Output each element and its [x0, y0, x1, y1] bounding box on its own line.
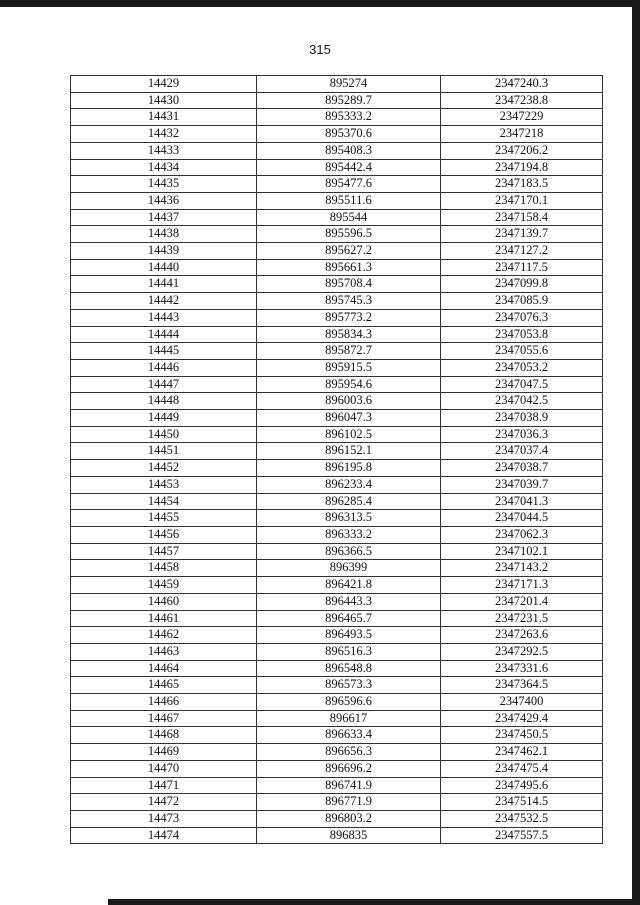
- x-coordinate-cell: 896366.5: [257, 543, 441, 560]
- point-id-cell: 14472: [71, 794, 257, 811]
- table-row: [71, 627, 603, 644]
- table-row: [71, 660, 603, 677]
- y-coordinate-cell: 2347139.7: [441, 226, 603, 243]
- y-coordinate-cell: 2347041.3: [441, 493, 603, 510]
- table-row: [71, 393, 603, 410]
- y-coordinate-cell: 2347044.5: [441, 510, 603, 527]
- coordinates-table: [70, 75, 603, 844]
- y-coordinate-cell: 2347514.5: [441, 794, 603, 811]
- point-id-cell: 14469: [71, 744, 257, 761]
- point-id-cell: 14436: [71, 192, 257, 209]
- table-row: [71, 192, 603, 209]
- table-row: [71, 777, 603, 794]
- y-coordinate-cell: 2347364.5: [441, 677, 603, 694]
- point-id-cell: 14451: [71, 443, 257, 460]
- table-row: [71, 643, 603, 660]
- point-id-cell: 14429: [71, 76, 257, 93]
- y-coordinate-cell: 2347085.9: [441, 293, 603, 310]
- y-coordinate-cell: 2347194.8: [441, 159, 603, 176]
- table-row: [71, 476, 603, 493]
- y-coordinate-cell: 2347450.5: [441, 727, 603, 744]
- x-coordinate-cell: 896617: [257, 710, 441, 727]
- x-coordinate-cell: 896313.5: [257, 510, 441, 527]
- y-coordinate-cell: 2347229: [441, 109, 603, 126]
- table-row: [71, 677, 603, 694]
- table-row: [71, 209, 603, 226]
- table-row: [71, 610, 603, 627]
- y-coordinate-cell: 2347036.3: [441, 426, 603, 443]
- point-id-cell: 14460: [71, 593, 257, 610]
- x-coordinate-cell: 895661.3: [257, 259, 441, 276]
- table-row: [71, 142, 603, 159]
- point-id-cell: 14445: [71, 343, 257, 360]
- y-coordinate-cell: 2347158.4: [441, 209, 603, 226]
- point-id-cell: 14453: [71, 476, 257, 493]
- point-id-cell: 14474: [71, 827, 257, 844]
- y-coordinate-cell: 2347099.8: [441, 276, 603, 293]
- table-row: [71, 293, 603, 310]
- point-id-cell: 14452: [71, 460, 257, 477]
- point-id-cell: 14468: [71, 727, 257, 744]
- y-coordinate-cell: 2347201.4: [441, 593, 603, 610]
- point-id-cell: 14435: [71, 176, 257, 193]
- table-row: [71, 259, 603, 276]
- table-row: [71, 543, 603, 560]
- x-coordinate-cell: 895477.6: [257, 176, 441, 193]
- table-row: [71, 710, 603, 727]
- x-coordinate-cell: 895872.7: [257, 343, 441, 360]
- table-row: [71, 343, 603, 360]
- x-coordinate-cell: 896047.3: [257, 410, 441, 427]
- coordinates-table-body: [71, 76, 603, 844]
- table-row: [71, 159, 603, 176]
- y-coordinate-cell: 2347218: [441, 126, 603, 143]
- point-id-cell: 14456: [71, 526, 257, 543]
- table-row: [71, 510, 603, 527]
- x-coordinate-cell: 895442.4: [257, 159, 441, 176]
- point-id-cell: 14464: [71, 660, 257, 677]
- point-id-cell: 14470: [71, 760, 257, 777]
- x-coordinate-cell: 895274: [257, 76, 441, 93]
- x-coordinate-cell: 896696.2: [257, 760, 441, 777]
- x-coordinate-cell: 895333.2: [257, 109, 441, 126]
- table-row: [71, 410, 603, 427]
- y-coordinate-cell: 2347042.5: [441, 393, 603, 410]
- table-row: [71, 126, 603, 143]
- point-id-cell: 14440: [71, 259, 257, 276]
- x-coordinate-cell: 896633.4: [257, 727, 441, 744]
- y-coordinate-cell: 2347062.3: [441, 526, 603, 543]
- table-row: [71, 226, 603, 243]
- table-row: [71, 176, 603, 193]
- y-coordinate-cell: 2347429.4: [441, 710, 603, 727]
- x-coordinate-cell: 896548.8: [257, 660, 441, 677]
- table-row: [71, 76, 603, 93]
- x-coordinate-cell: 896516.3: [257, 643, 441, 660]
- x-coordinate-cell: 896195.8: [257, 460, 441, 477]
- x-coordinate-cell: 896465.7: [257, 610, 441, 627]
- y-coordinate-cell: 2347076.3: [441, 309, 603, 326]
- x-coordinate-cell: 896102.5: [257, 426, 441, 443]
- x-coordinate-cell: 895544: [257, 209, 441, 226]
- y-coordinate-cell: 2347053.2: [441, 359, 603, 376]
- y-coordinate-cell: 2347231.5: [441, 610, 603, 627]
- x-coordinate-cell: 896835: [257, 827, 441, 844]
- y-coordinate-cell: 2347532.5: [441, 810, 603, 827]
- x-coordinate-cell: 895915.5: [257, 359, 441, 376]
- x-coordinate-cell: 895370.6: [257, 126, 441, 143]
- point-id-cell: 14431: [71, 109, 257, 126]
- table-row: [71, 760, 603, 777]
- y-coordinate-cell: 2347238.8: [441, 92, 603, 109]
- point-id-cell: 14455: [71, 510, 257, 527]
- x-coordinate-cell: 895596.5: [257, 226, 441, 243]
- point-id-cell: 14459: [71, 577, 257, 594]
- x-coordinate-cell: 896656.3: [257, 744, 441, 761]
- point-id-cell: 14461: [71, 610, 257, 627]
- point-id-cell: 14432: [71, 126, 257, 143]
- x-coordinate-cell: 896333.2: [257, 526, 441, 543]
- x-coordinate-cell: 895627.2: [257, 243, 441, 260]
- point-id-cell: 14467: [71, 710, 257, 727]
- table-row: [71, 593, 603, 610]
- x-coordinate-cell: 896771.9: [257, 794, 441, 811]
- table-row: [71, 326, 603, 343]
- y-coordinate-cell: 2347183.5: [441, 176, 603, 193]
- y-coordinate-cell: 2347047.5: [441, 376, 603, 393]
- table-row: [71, 243, 603, 260]
- table-row: [71, 276, 603, 293]
- y-coordinate-cell: 2347171.3: [441, 577, 603, 594]
- y-coordinate-cell: 2347039.7: [441, 476, 603, 493]
- point-id-cell: 14454: [71, 493, 257, 510]
- table-row: [71, 309, 603, 326]
- scan-bottom-edge: [108, 899, 640, 905]
- point-id-cell: 14442: [71, 293, 257, 310]
- y-coordinate-cell: 2347462.1: [441, 744, 603, 761]
- point-id-cell: 14471: [71, 777, 257, 794]
- table-row: [71, 727, 603, 744]
- x-coordinate-cell: 896399: [257, 560, 441, 577]
- x-coordinate-cell: 895954.6: [257, 376, 441, 393]
- point-id-cell: 14447: [71, 376, 257, 393]
- table-row: [71, 526, 603, 543]
- table-row: [71, 376, 603, 393]
- x-coordinate-cell: 896741.9: [257, 777, 441, 794]
- x-coordinate-cell: 895708.4: [257, 276, 441, 293]
- point-id-cell: 14473: [71, 810, 257, 827]
- y-coordinate-cell: 2347557.5: [441, 827, 603, 844]
- y-coordinate-cell: 2347117.5: [441, 259, 603, 276]
- point-id-cell: 14439: [71, 243, 257, 260]
- point-id-cell: 14462: [71, 627, 257, 644]
- table-row: [71, 810, 603, 827]
- y-coordinate-cell: 2347038.9: [441, 410, 603, 427]
- y-coordinate-cell: 2347053.8: [441, 326, 603, 343]
- table-row: [71, 577, 603, 594]
- point-id-cell: 14443: [71, 309, 257, 326]
- point-id-cell: 14449: [71, 410, 257, 427]
- table-row: [71, 744, 603, 761]
- table-row: [71, 460, 603, 477]
- x-coordinate-cell: 896285.4: [257, 493, 441, 510]
- point-id-cell: 14446: [71, 359, 257, 376]
- point-id-cell: 14450: [71, 426, 257, 443]
- y-coordinate-cell: 2347240.3: [441, 76, 603, 93]
- x-coordinate-cell: 895408.3: [257, 142, 441, 159]
- table-row: [71, 359, 603, 376]
- point-id-cell: 14433: [71, 142, 257, 159]
- table-row: [71, 426, 603, 443]
- page-number: 315: [309, 42, 331, 57]
- table-row: [71, 560, 603, 577]
- table-row: [71, 694, 603, 711]
- x-coordinate-cell: 896803.2: [257, 810, 441, 827]
- y-coordinate-cell: 2347170.1: [441, 192, 603, 209]
- point-id-cell: 14448: [71, 393, 257, 410]
- x-coordinate-cell: 896573.3: [257, 677, 441, 694]
- x-coordinate-cell: 896152.1: [257, 443, 441, 460]
- x-coordinate-cell: 895745.3: [257, 293, 441, 310]
- y-coordinate-cell: 2347206.2: [441, 142, 603, 159]
- y-coordinate-cell: 2347263.6: [441, 627, 603, 644]
- y-coordinate-cell: 2347292.5: [441, 643, 603, 660]
- x-coordinate-cell: 896233.4: [257, 476, 441, 493]
- y-coordinate-cell: 2347102.1: [441, 543, 603, 560]
- point-id-cell: 14465: [71, 677, 257, 694]
- point-id-cell: 14466: [71, 694, 257, 711]
- table-row: [71, 827, 603, 844]
- x-coordinate-cell: 896596.6: [257, 694, 441, 711]
- x-coordinate-cell: 895773.2: [257, 309, 441, 326]
- x-coordinate-cell: 896003.6: [257, 393, 441, 410]
- table-row: [71, 493, 603, 510]
- table-row: [71, 109, 603, 126]
- point-id-cell: 14438: [71, 226, 257, 243]
- table-row: [71, 794, 603, 811]
- point-id-cell: 14458: [71, 560, 257, 577]
- point-id-cell: 14457: [71, 543, 257, 560]
- x-coordinate-cell: 896443.3: [257, 593, 441, 610]
- x-coordinate-cell: 895834.3: [257, 326, 441, 343]
- point-id-cell: 14430: [71, 92, 257, 109]
- x-coordinate-cell: 896421.8: [257, 577, 441, 594]
- y-coordinate-cell: 2347475.4: [441, 760, 603, 777]
- point-id-cell: 14437: [71, 209, 257, 226]
- y-coordinate-cell: 2347400: [441, 694, 603, 711]
- y-coordinate-cell: 2347495.6: [441, 777, 603, 794]
- y-coordinate-cell: 2347127.2: [441, 243, 603, 260]
- point-id-cell: 14444: [71, 326, 257, 343]
- y-coordinate-cell: 2347143.2: [441, 560, 603, 577]
- x-coordinate-cell: 895511.6: [257, 192, 441, 209]
- y-coordinate-cell: 2347055.6: [441, 343, 603, 360]
- point-id-cell: 14441: [71, 276, 257, 293]
- x-coordinate-cell: 896493.5: [257, 627, 441, 644]
- point-id-cell: 14463: [71, 643, 257, 660]
- scan-right-edge: [632, 0, 640, 905]
- y-coordinate-cell: 2347038.7: [441, 460, 603, 477]
- point-id-cell: 14434: [71, 159, 257, 176]
- y-coordinate-cell: 2347037.4: [441, 443, 603, 460]
- table-row: [71, 92, 603, 109]
- y-coordinate-cell: 2347331.6: [441, 660, 603, 677]
- x-coordinate-cell: 895289.7: [257, 92, 441, 109]
- table-row: [71, 443, 603, 460]
- scan-top-edge: [0, 0, 640, 7]
